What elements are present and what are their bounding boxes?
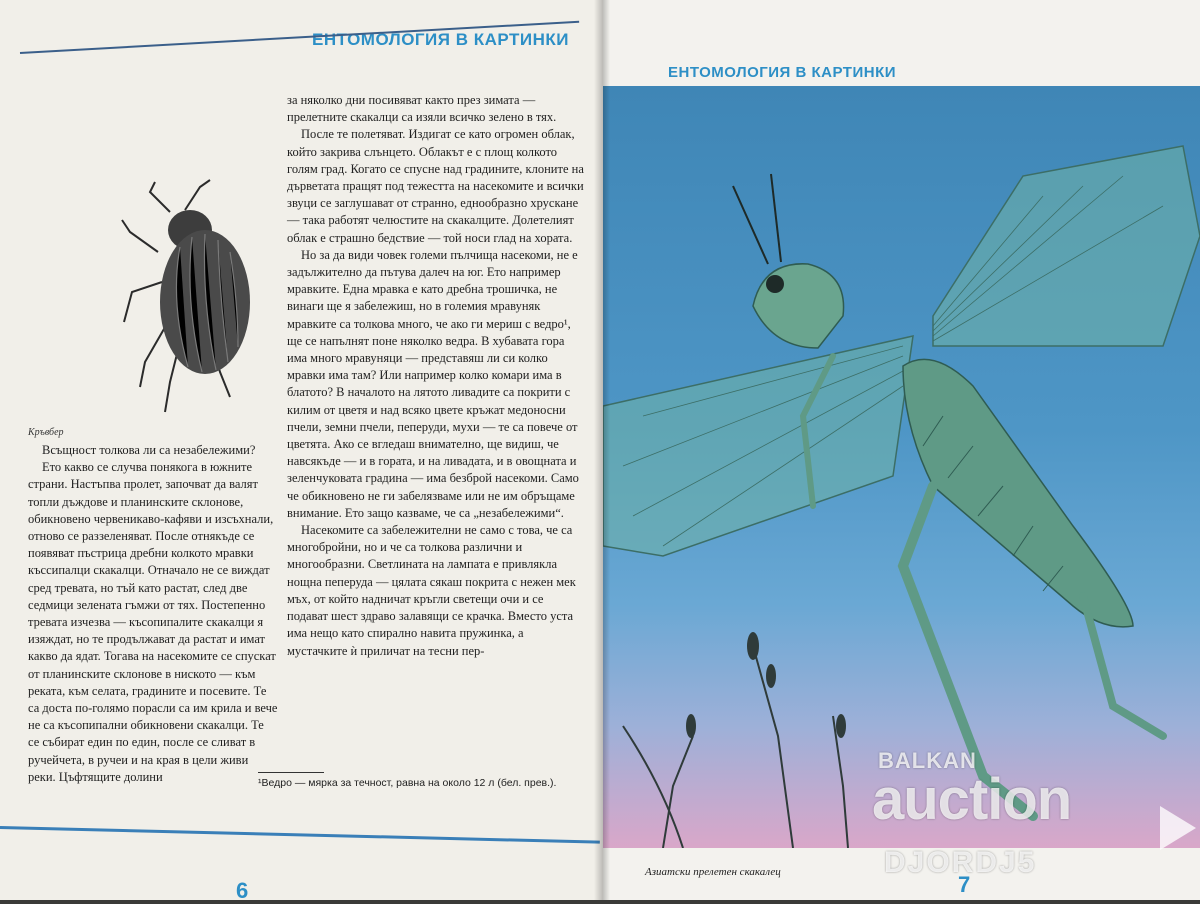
book-gutter (594, 0, 610, 900)
watermark-arrow-icon (1160, 806, 1196, 850)
right-running-head: ЕНТОМОЛОГИЯ В КАРТИНКИ (668, 64, 897, 81)
left-running-head: ЕНТОМОЛОГИЯ В КАРТИНКИ (312, 30, 569, 49)
left-page-number: 6 (236, 878, 249, 903)
left-text-column (28, 442, 278, 786)
right-text-column (287, 92, 584, 660)
footnote-rule (258, 772, 324, 773)
paragraph: После те полетяват. Издигат се като огромен облак, който закрива слънцето. Облакът е с площ колкото голям град. Когато се спусне над градините, клоните на дърветата пращят под тежестта на насекомите и всички звуци се заглушават от странно, еднообразно хрускане — така работят челюстите на скакалците. Долетелият облак е страшно бедствие — той носи глад на хората. (287, 127, 584, 245)
paragraph: Всъщност толкова ли са незабележими? (42, 443, 256, 457)
grasshopper-drawing (603, 86, 1200, 848)
right-page-number: 7 (958, 872, 971, 897)
watermark-line2: auction (872, 767, 1072, 832)
paragraph: за няколко дни посивяват както през зимата — прелетните скакалци са изяли всичко зелено в тях. (287, 93, 557, 125)
grasshopper-illustration (603, 86, 1200, 848)
beetle-illustration (110, 172, 270, 432)
watermark-line3: DJORDJ5 (884, 846, 1037, 879)
paragraph: Насекомите са забележителни не само с това, че са многобройни, но и че са толкова различни и многообразни. Светлината на лампата е привлякла нощна пеперуда — цялата сякаш покрита с нежен мек мъх, от който надничат кръгли светещи очи и се подават шест здраво залавящи се крачка. Вместо уста има нещо като спирално навита пружинка, а мустачките ѝ приличат на тесни пер- (287, 523, 576, 658)
paragraph: Но за да види човек големи пълчища насекоми, не е задължително да пътува далеч на юг. Ето например мравките. Една мравка е като дребна трошичка, не винаги ще я забележиш, но в големия мравуняк мравките са толкова много, че ако ги мериш с ведро¹, ще се напълнят поне няколко ведра. В хубавата гора има много мравуняци — представяш ли си колко мравки има там? Или например колко комари има в блатото? В началото на лятото ливадите са покрити с килим от цветя и над всяко цвете кръжат медоносни пчели, земни пчели, пеперуди, мухи — те са повече от цветята. Ако се вгледаш внимателно, ще видиш, че навсякъде — и в гората, и на ливадата, и в овощната и зеленчуковата градина — има безброй насекоми. Само че обикновено не ги забелязваме или не им обръщаме внимание. Ето защо казваме, че са „незабележими“. (287, 247, 579, 520)
footnote: ¹Ведро — мярка за течност, равна на около 12 л (бел. прев.). (258, 777, 557, 789)
paragraph: Ето какво се случва понякога в южните страни. Настъпва пролет, започват да валят топли дъждове и планинските склонове, обикновено червеникаво-кафяви и изсъхнали, отново се раззеленяват. После отнякъде се появяват пъстрица дребни колкото мравки къссипалци скакалци. Отначало не се виждат сред тревата, но тъй като растат, след две седмици зелената гъмжи от тях. Постепенно тревата изчезва — късопипалите скакалци я изяждат, но те продължават да растат и имат какво да ядат. Тогава на насекомите се спускат от планинските склонове в ниското — към реката, към селата, градините и посевите. Те са доста по-голямо порасли са им крила и вече не са късопипални обикновени скакалци. Те се събират един по един, после се сливат в ручейчета, в ручеи и на края в цели живи реки. Цъфтящите долини (28, 460, 278, 784)
figure-caption: Азиатски прелетен скакалец (645, 866, 781, 878)
watermark-line1: BALKAN (878, 748, 977, 773)
beetle-caption: Кръвбер (28, 427, 64, 438)
